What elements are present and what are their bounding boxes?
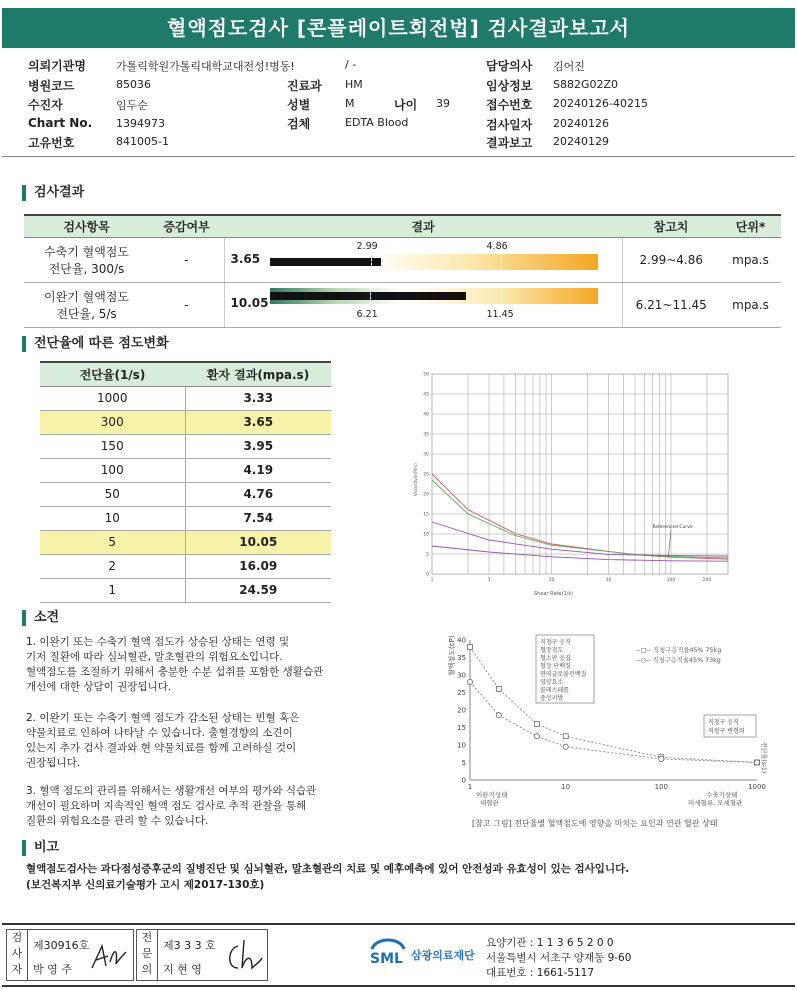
tester-name: 박 영 주 <box>33 963 72 976</box>
viscosity-header: 환자 결과(mpa.s) <box>185 362 331 386</box>
table-row <box>40 482 331 506</box>
table-row <box>40 578 331 602</box>
confirmer-box <box>158 929 268 981</box>
age-label: 나이 <box>394 98 418 112</box>
logo-text: SML <box>370 951 403 967</box>
label-char: 문 <box>141 947 153 960</box>
y-tick-label: 35 <box>457 654 466 662</box>
ref-low-mark <box>370 288 371 304</box>
legend-item: 영양요소 <box>540 679 564 686</box>
patient-viscosity: 7.54 <box>185 506 331 530</box>
result-value: 10.05 <box>230 295 269 310</box>
x-tick-label: 100 <box>654 783 669 791</box>
shear-rate: 50 <box>40 482 185 506</box>
patient-viscosity: 3.33 <box>185 386 331 410</box>
legend-item: 면역글로불린백질 <box>540 671 587 678</box>
legend-item: 직청구 응직 <box>540 639 571 646</box>
viscosity-body <box>40 386 331 602</box>
data-point <box>563 744 568 749</box>
y-tick-label: 30 <box>457 671 466 680</box>
opinion-line: 개선이 필요하며 지속적인 혈액 점도 검사로 추적 관찰을 통해 <box>26 800 307 812</box>
y-tick-label: 15 <box>423 512 429 518</box>
ref-chart-right-note <box>688 790 743 807</box>
uid-value: 841005-1 <box>116 135 169 148</box>
company-name: 삼광의료재단 <box>411 949 475 962</box>
chart-annotation: Referenced Curve <box>652 525 693 530</box>
note-line: 이완기상태 <box>476 791 508 799</box>
ref-high-label: 11.45 <box>486 308 514 320</box>
y-tick-label: 10 <box>457 741 466 750</box>
x-tick-label: 1000 <box>748 783 766 791</box>
agency-no: 요양기관 : 1 1 3 6 5 2 0 0 <box>486 937 614 949</box>
shear-rate: 100 <box>40 458 185 482</box>
item-name <box>24 282 149 327</box>
label-char: 자 <box>11 963 23 976</box>
opinion-section-title: 소견 <box>22 610 59 626</box>
result-bar-cell <box>224 282 622 327</box>
item-line: 전단율, 5/s <box>56 306 117 321</box>
note-line: 대혈관 <box>480 799 499 807</box>
opinion-line: 질환의 위험요소를 관리 할 수 있습니다. <box>26 815 209 827</box>
hospcode-value: 85036 <box>116 78 151 91</box>
opinion-line: 1. 이완기 또는 수축기 혈액 점도가 상승된 상태는 연령 및 <box>26 636 290 648</box>
shear-rate: 300 <box>40 410 185 434</box>
x-tick-label: 100 <box>666 578 676 583</box>
legend-item: 혈장 단백질 <box>540 663 571 670</box>
org-label: 의뢰기관명 <box>28 59 86 73</box>
patient-viscosity: 4.19 <box>185 458 331 482</box>
result-fill <box>270 292 467 300</box>
opinion-line: 개선에 대한 상담이 권장됩니다. <box>26 681 172 693</box>
x-tick-label: 10 <box>561 783 571 791</box>
opinion-line: 약물치료로 인하여 나타날 수 있습니다. 출혈경향의 소견이 <box>26 727 293 739</box>
viscosity-chart <box>413 366 740 598</box>
viscosity-table <box>40 361 331 603</box>
legend-item: 콜레스테롤 <box>540 687 569 694</box>
ref-high-label: 4.86 <box>486 240 508 252</box>
opinion-line: 권장됩니다. <box>26 757 81 769</box>
y-tick-label: 45 <box>423 392 429 398</box>
results-header: 검사항목 <box>24 215 149 237</box>
y-tick-label: 15 <box>457 724 466 732</box>
patient-label: 수진자 <box>28 98 63 112</box>
specimen-label: 검체 <box>287 117 311 131</box>
legend-entry: --○-- 직청구응직율45% 73kg <box>636 657 721 664</box>
y-tick-label: 30 <box>423 452 429 458</box>
address: 서울특별시 서초구 양재동 9-60 <box>486 952 632 964</box>
legend-item: 혈소판 응집 <box>540 655 571 662</box>
ref-range: 2.99~4.86 <box>622 237 720 282</box>
table-row <box>40 386 331 410</box>
org-extra: / - <box>345 58 357 71</box>
patient-viscosity: 3.65 <box>185 410 331 434</box>
table-row <box>40 506 331 530</box>
results-header: 참고치 <box>622 215 720 237</box>
data-point <box>496 713 501 718</box>
ref-high-mark <box>501 288 502 304</box>
age-value: 39 <box>436 97 450 110</box>
x-tick-label: 1 <box>467 783 473 791</box>
shear-rate: 1 <box>40 578 185 602</box>
y-tick-label: 35 <box>423 432 429 438</box>
doctor-value: 김어진 <box>553 60 585 73</box>
y-tick-label: 0 <box>461 776 466 785</box>
viscosity-section-title: 전단율에 따른 점도변화 <box>22 336 169 352</box>
unit: mpa.s <box>720 282 781 327</box>
org-value: 가톨릭학원가톨릭대학교대전성!병동! <box>116 60 295 73</box>
opinion-paragraph <box>26 635 323 695</box>
testdate-label: 검사일자 <box>486 118 533 132</box>
report-title: 혈액점도검사 [콘플레이트회전법] 검사결과보고서 <box>2 8 795 48</box>
data-point <box>534 722 539 727</box>
testdate-value: 20240126 <box>553 117 609 130</box>
data-point <box>563 734 568 739</box>
ref-chart-ylabel: 혈액점도(cP) <box>448 635 456 676</box>
remarks-line: (보건복지부 신의료기술평가 고시 제2017-130호) <box>26 879 265 891</box>
x-tick-label: 10 <box>548 578 555 583</box>
y-tick-label: 40 <box>457 636 466 645</box>
results-table <box>24 214 781 328</box>
result-fill <box>270 258 382 266</box>
sml-logo-icon <box>368 935 408 965</box>
phone: 대표번호 : 1661-5117 <box>486 967 595 979</box>
ref-low-mark <box>371 254 372 270</box>
series-line <box>470 647 757 763</box>
shear-rate: 2 <box>40 554 185 578</box>
shear-rate: 5 <box>40 530 185 554</box>
shear-rate: 10 <box>40 506 185 530</box>
ref-chart-left-note <box>476 790 509 807</box>
note-line: 수축기상태 <box>706 791 738 799</box>
patient-viscosity: 4.76 <box>185 482 331 506</box>
confirmer-no: 제3 3 3 호 <box>163 939 216 952</box>
y-tick-label: 5 <box>461 759 466 767</box>
ref-range: 6.21~11.45 <box>622 282 720 327</box>
label-char: 검 <box>11 931 23 944</box>
remarks-line: 혈액점도검사는 과다점성증후군의 질병진단 및 심뇌혈관, 말초혈관의 치료 및 예후예측에 있어 안전성과 유효성이 있는 검사입니다. <box>26 863 630 875</box>
ref-low-label: 2.99 <box>356 240 378 252</box>
chart-ylabel: Viscosity(mPa·s) <box>413 463 418 496</box>
opinion-line: 있는지 추가 검사 결과와 현 약물치료를 함께 고려하실 것이 <box>26 742 297 754</box>
data-point <box>467 679 472 684</box>
tester-no: 제30916호 <box>33 939 90 952</box>
confirmer-signature <box>224 938 264 974</box>
doctor-label: 담당의사 <box>486 59 533 73</box>
data-point <box>659 756 664 761</box>
patient-value: 임두순 <box>116 99 148 112</box>
x-tick-label: 30 <box>605 578 612 583</box>
tester-signature <box>90 940 128 972</box>
sex-value: M <box>345 97 355 110</box>
specimen-value: EDTA Blood <box>345 116 409 129</box>
ref-low-label: 6.21 <box>356 308 378 320</box>
data-point <box>754 760 759 765</box>
opinion-paragraph <box>26 711 299 771</box>
legend-item: 직청구 응직 <box>708 719 739 726</box>
y-tick-label: 25 <box>457 689 466 697</box>
ref-chart-caption: [참고 그림] 전단율별 혈액점도에 영향을 미치는 요인과 연관 혈관 상태 <box>472 819 718 828</box>
opinion-line: 2. 이완기 또는 수축기 혈액 점도가 감소된 상태는 빈혈 혹은 <box>26 712 300 724</box>
change-value: - <box>149 237 224 282</box>
item-line: 전단율, 300/s <box>48 261 125 276</box>
results-header: 단위* <box>720 215 781 237</box>
confirmer-name: 지 현 영 <box>163 963 202 976</box>
table-row <box>40 458 331 482</box>
item-line: 이완기 혈액점도 <box>44 289 129 304</box>
change-value: - <box>149 282 224 327</box>
clinical-value: S882G02Z0 <box>553 78 619 91</box>
y-tick-label: 50 <box>423 372 429 378</box>
item-name <box>24 237 149 282</box>
patient-viscosity: 10.05 <box>185 530 331 554</box>
result-bar-cell <box>224 237 622 282</box>
results-header: 증감여부 <box>149 215 224 237</box>
remarks-section-title: 비고 <box>22 840 59 856</box>
tester-label <box>6 929 28 981</box>
opinion-line: 혈액점도를 조절하기 위해서 충분한 수분 섭취를 포함한 생활습관 <box>26 666 324 678</box>
note-line: 미세혈류, 모세혈관 <box>688 799 743 807</box>
table-row <box>40 434 331 458</box>
uid-label: 고유번호 <box>28 136 75 150</box>
y-tick-label: 10 <box>423 532 429 538</box>
label-char: 전 <box>141 931 153 944</box>
patient-viscosity: 24.59 <box>185 578 331 602</box>
y-tick-label: 20 <box>457 706 466 715</box>
y-tick-label: 5 <box>426 552 429 558</box>
table-row <box>40 410 331 434</box>
receipt-label: 접수번호 <box>486 98 533 112</box>
clinical-label: 임상정보 <box>486 79 533 93</box>
opinion-paragraph <box>26 784 316 829</box>
hospcode-label: 병원코드 <box>28 79 75 93</box>
legend-item: 중성지방 <box>540 695 564 702</box>
unit: mpa.s <box>720 237 781 282</box>
table-row <box>40 554 331 578</box>
reference-chart <box>444 632 784 832</box>
x-tick-label: 1 <box>430 578 434 583</box>
chart-value: 1394973 <box>116 117 165 130</box>
x-tick-label: 200 <box>702 578 712 583</box>
divider <box>2 156 795 157</box>
shear-rate: 150 <box>40 434 185 458</box>
patient-viscosity: 3.95 <box>185 434 331 458</box>
chart-label: Chart No. <box>28 116 93 130</box>
data-point <box>496 687 501 692</box>
y-tick-label: 40 <box>423 412 429 418</box>
dept-label: 진료과 <box>287 79 322 93</box>
ref-chart-ylabel2: 전단율(s-1) <box>760 742 767 774</box>
opinion-line: 3. 혈액 점도의 관리를 위해서는 생활개선 여부의 평가와 식습관 <box>26 785 317 797</box>
data-point <box>534 734 539 739</box>
dept-value: HM <box>345 78 363 91</box>
patient-viscosity: 16.09 <box>185 554 331 578</box>
legend-item: 혈장점도 <box>540 647 564 654</box>
series-line <box>432 474 728 559</box>
result-value: 3.65 <box>230 251 261 266</box>
viscosity-header: 전단율(1/s) <box>40 362 185 386</box>
opinion-line: 기저 질환에 따라 심뇌혈관, 말초혈관의 위험요소입니다. <box>26 651 283 663</box>
legend-entry: --□-- 직청구응직율45% 75kg <box>636 647 722 654</box>
y-tick-label: 0 <box>426 572 429 578</box>
results-section-title: 검사결과 <box>22 185 84 201</box>
results-header: 결과 <box>224 215 622 237</box>
series-line <box>432 480 728 558</box>
item-line: 수축기 혈액점도 <box>44 244 129 259</box>
chart-xlabel: Shear Rate(1/s) <box>534 591 573 597</box>
data-point <box>468 645 473 650</box>
label-char: 의 <box>141 963 153 976</box>
receipt-value: 20240126-40215 <box>553 97 648 110</box>
y-tick-label: 25 <box>423 472 429 478</box>
confirmer-label <box>136 929 158 981</box>
sex-label: 성별 <box>287 98 311 112</box>
tester-box <box>28 929 134 981</box>
label-char: 사 <box>11 947 23 960</box>
reportdate-label: 결과보고 <box>486 136 533 150</box>
table-row <box>40 530 331 554</box>
x-tick-label: 3 <box>487 578 491 583</box>
table-row <box>24 237 781 282</box>
reportdate-value: 20240129 <box>553 135 609 148</box>
ref-high-mark <box>501 254 502 270</box>
table-row <box>24 282 781 327</box>
legend-item: 직청구 변형력 <box>708 728 745 735</box>
y-tick-label: 20 <box>423 492 429 498</box>
footer <box>2 923 795 987</box>
shear-rate: 1000 <box>40 386 185 410</box>
